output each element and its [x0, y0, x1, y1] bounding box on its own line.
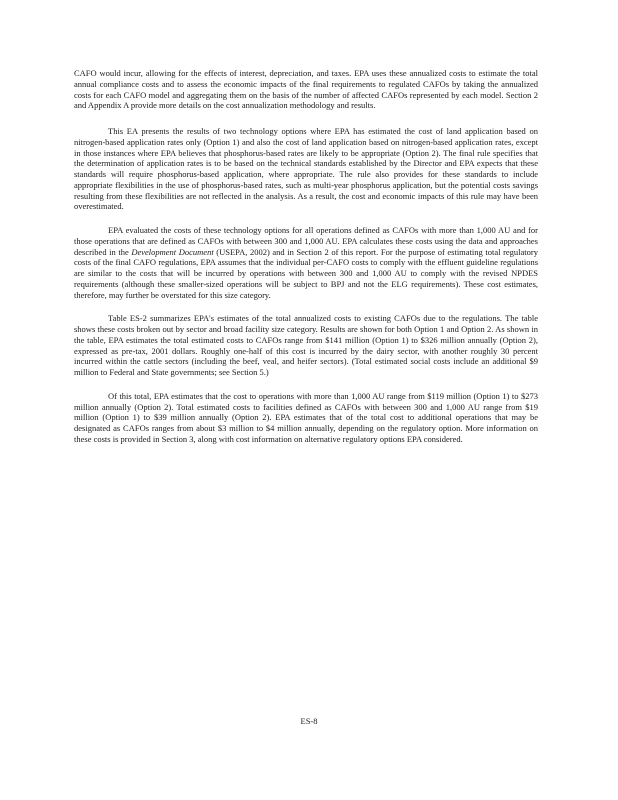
page-number: ES-8 — [300, 716, 318, 726]
paragraph-technology-options: This EA presents the results of two technology options where EPA has estimated the cost of land application based on nitrogen-based application rates only (Option 1) and also the cost of land application based on nitrogen-based application rates, except in those instances where EPA believes that phosphorus-based rates are likely to be appropriate (Option 2). The final rule specifies that the determination of application rates is to be based on the technical standards established by the Director and EPA expects that these standards will require phosphorus-based application, where appropriate. The rule also provides for these standards to include appropriate flexibilities in the use of phosphorus-based rates, such as multi-year phosphorus application, but the potential costs savings resulting from these flexibilities are not reflected in the analysis. As a result, the cost and economic impacts of this rule may have been overestimated. — [74, 126, 538, 212]
paragraph-table-es2-summary: Table ES-2 summarizes EPA's estimates of the total annualized costs to existing CAFOs due to the regulations. The table shows these costs broken out by sector and broad facility size category. Results are shown for both Option 1 and Option 2. As shown in the table, EPA estimates the total estimated costs to CAFOs range from $141 million (Option 1) to $326 million annually (Option 2), expressed as pre-tax, 2001 dollars. Roughly one-half of this cost is incurred by the dairy sector, with another roughly 30 percent incurred within the cattle sectors (including the beef, veal, and heifer sectors). (Total estimated social costs include an additional $9 million to Federal and State governments; see Section 5.) — [74, 313, 538, 377]
paragraph-cost-evaluation — [74, 225, 538, 300]
paragraph-cost-evaluation-part-1: EPA evaluated the costs of these technology options for all operations defined as CAFOs with more than 1,000 AU and for those operations that are defined as CAFOs with between 300 and 1,000 AU. EPA calculates these costs using the data and approaches described in the — [74, 225, 538, 257]
paragraph-cost-breakdown: Of this total, EPA estimates that the cost to operations with more than 1,000 AU range from $119 million (Option 1) to $273 million annually (Option 2). Total estimated costs to facilities defined as CAFOs with between 300 and 1,000 AU range from $19 million (Option 1) to $39 million annually (Option 2). EPA estimates that of the total cost to additional operations that may be designated as CAFOs ranges from about $3 million to $4 million annually, depending on the regulatory option. More information on these costs is provided in Section 3, along with cost information on alternative regulatory options EPA considered. — [74, 390, 538, 444]
development-document-title: Development Document — [131, 246, 214, 257]
paragraph-cost-evaluation-part-2: (USEPA, 2002) and in Section 2 of this report. For the purpose of estimating total regulatory costs of the final CAFO regulations, EPA assumes that the individual per-CAFO costs to comply with the effluent guideline regulations are similar to the costs that will be incurred by operations with between 300 and 1,000 AU to comply with the revised NPDES requirements (although these smaller-sized operations will be subject to BPJ and not the ELG requirements). These cost estimates, therefore, may further be overstated for this size category. — [74, 246, 538, 300]
paragraph-cost-annualization: CAFO would incur, allowing for the effects of interest, depreciation, and taxes. EPA uses these annualized costs to estimate the total annual compliance costs and to assess the economic impacts of the final requirements to regulated CAFOs by taking the annualized costs for each CAFO model and aggregating them on the basis of the number of affected CAFOs represented by each model. Section 2 and Appendix A provide more details on the cost annualization methodology and results. — [74, 68, 538, 111]
document-body — [74, 68, 538, 458]
